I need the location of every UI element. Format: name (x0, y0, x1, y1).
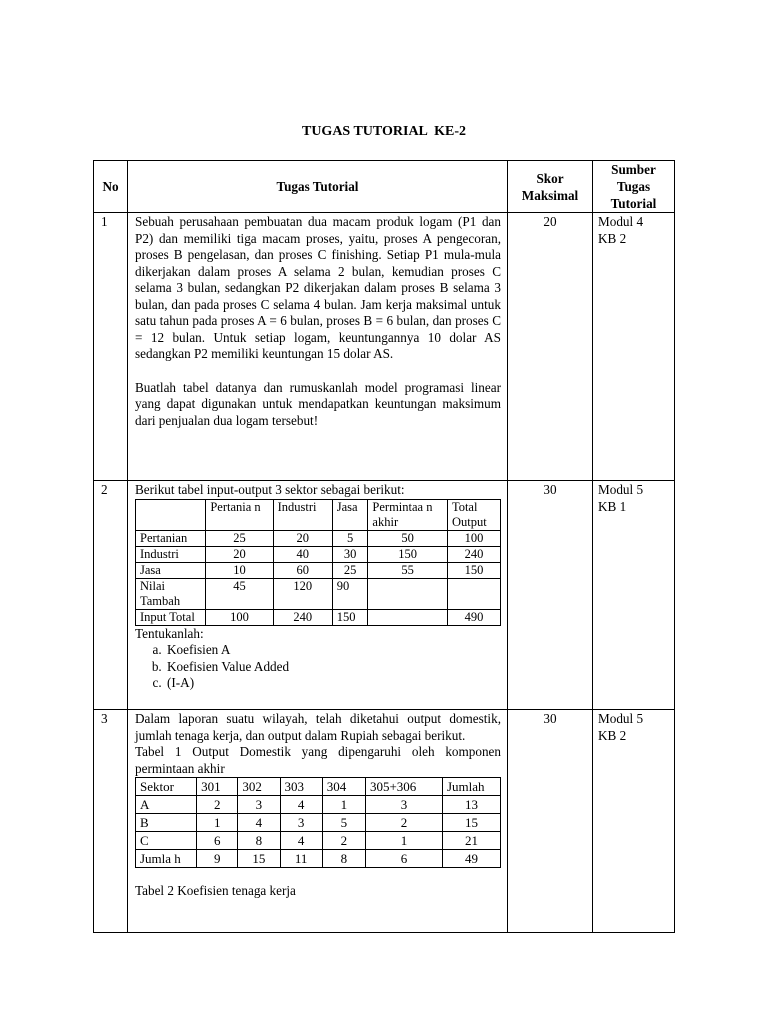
io-header-cell: Permintaa n akhir (368, 499, 448, 530)
io-cell: 20 (206, 546, 273, 562)
output-cell: A (136, 796, 197, 814)
io-cell: 100 (447, 530, 500, 546)
output-cell: 2 (197, 796, 238, 814)
io-cell: 40 (273, 546, 332, 562)
output-header-cell: Sektor (136, 778, 197, 796)
sumber-cell (593, 710, 675, 933)
io-cell: 55 (368, 562, 448, 578)
header-row (94, 161, 675, 213)
sumber-modul: Modul 4 (598, 214, 644, 229)
io-cell: 30 (332, 546, 368, 562)
task-list-item: a. Koefisien A (165, 642, 501, 659)
io-cell: 240 (447, 546, 500, 562)
io-cell: 25 (206, 530, 273, 546)
output-cell: 11 (280, 850, 322, 868)
output-cell: 1 (365, 832, 442, 850)
output-cell: B (136, 814, 197, 832)
task-paragraph: Sebuah perusahaan pembuatan dua macam produk logam (P1 dan P2) dan memiliki tiga macam proses, yaitu, proses A pengecoran, proses B pengelasan, dan proses C finishing. Setiap P1 mula-mula dikerjakan dalam proses A selama 2 bulan, kemudian proses C selama 3 bulan, sedangkan P2 dikerjakan dalam proses B selama 3 bulan, dan pada proses C selama 4 bulan. Jam kerja maksimal untuk satu tahun pada proses A = 6 bulan, proses B = 6 bulan, dan proses C = 12 bulan. Untuk setiap logam, keuntungannya 10 dolar AS sedangkan P2 memiliki keuntungan 15 dolar AS. (135, 214, 501, 361)
output-header-cell: 303 (280, 778, 322, 796)
output-cell: Jumla h (136, 850, 197, 868)
io-cell: 150 (332, 609, 368, 625)
skor-value: 30 (508, 481, 593, 710)
io-cell: 5 (332, 530, 368, 546)
output-header-cell: 301 (197, 778, 238, 796)
output-cell: 15 (442, 814, 500, 832)
io-header-cell (136, 499, 206, 530)
output-header-cell: 305+306 (365, 778, 442, 796)
io-cell: 240 (273, 609, 332, 625)
output-cell: 5 (322, 814, 365, 832)
io-header-cell: Industri (273, 499, 332, 530)
output-cell: 49 (442, 850, 500, 868)
output-cell: 8 (322, 850, 365, 868)
output-row (136, 850, 501, 868)
io-row (136, 530, 501, 546)
io-row (136, 578, 501, 609)
output-header-cell: 302 (238, 778, 280, 796)
io-cell: 60 (273, 562, 332, 578)
output-cell: C (136, 832, 197, 850)
sumber-cell (593, 213, 675, 481)
output-cell: 21 (442, 832, 500, 850)
output-cell: 1 (322, 796, 365, 814)
output-cell: 9 (197, 850, 238, 868)
task-content (128, 710, 508, 933)
task-content (128, 481, 508, 710)
output-cell: 2 (322, 832, 365, 850)
task-intro: Dalam laporan suatu wilayah, telah diketahui output domestik, jumlah tenaga kerja, dan output dalam Rupiah sebagai berikut. (135, 711, 501, 743)
output-cell: 4 (238, 814, 280, 832)
tentukan-label: Tentukanlah: (135, 625, 204, 641)
io-cell: 20 (273, 530, 332, 546)
output-cell: 3 (280, 814, 322, 832)
io-cell: 25 (332, 562, 368, 578)
sumber-kb: KB 2 (598, 727, 627, 743)
io-cell: 150 (447, 562, 500, 578)
io-cell (368, 578, 448, 609)
output-header-cell: 304 (322, 778, 365, 796)
skor-value: 30 (508, 710, 593, 933)
header-skor: Skor Maksimal (508, 161, 593, 213)
output-row (136, 814, 501, 832)
task-content (128, 213, 508, 481)
output-header-cell: Jumlah (442, 778, 500, 796)
output-cell: 3 (365, 796, 442, 814)
io-cell: 45 (206, 578, 273, 609)
io-row (136, 546, 501, 562)
io-cell: 100 (206, 609, 273, 625)
io-row (136, 562, 501, 578)
sumber-cell (593, 481, 675, 710)
output-cell: 8 (238, 832, 280, 850)
io-cell: 150 (368, 546, 448, 562)
io-cell: Jasa (136, 562, 206, 578)
task-list-item: b. Koefisien Value Added (165, 659, 501, 676)
tutorial-table (93, 160, 675, 933)
output-cell: 3 (238, 796, 280, 814)
io-cell: Input Total (136, 609, 206, 625)
io-cell: 50 (368, 530, 448, 546)
io-cell (368, 609, 448, 625)
task-intro: Berikut tabel input-output 3 sektor sebagai berikut: (135, 482, 405, 497)
sumber-kb: KB 1 (598, 498, 627, 514)
io-row (136, 609, 501, 625)
row-number: 2 (94, 481, 128, 710)
task-row-2 (94, 481, 675, 710)
io-cell: 120 (273, 578, 332, 609)
task-list-item: c. (I-A) (165, 675, 501, 692)
sumber-modul: Modul 5 (598, 482, 644, 497)
row-number: 3 (94, 710, 128, 933)
io-cell (447, 578, 500, 609)
output-row (136, 832, 501, 850)
io-cell: 490 (447, 609, 500, 625)
task-paragraph: Buatlah tabel datanya dan rumuskanlah model programasi linear yang dapat digunakan untuk mendapatkan keuntungan maksimum dari penjualan dua logam tersebut! (135, 379, 501, 428)
output-row (136, 796, 501, 814)
sumber-kb: KB 2 (598, 230, 627, 246)
output-cell: 15 (238, 850, 280, 868)
output-cell: 13 (442, 796, 500, 814)
io-cell: 10 (206, 562, 273, 578)
header-sumber: Sumber Tugas Tutorial (593, 161, 675, 213)
io-cell: Nilai Tambah (136, 578, 206, 609)
output-cell: 1 (197, 814, 238, 832)
header-no: No (94, 161, 128, 213)
task-row-3 (94, 710, 675, 933)
output-cell: 4 (280, 796, 322, 814)
io-table (135, 499, 501, 626)
row-number: 1 (94, 213, 128, 481)
task-row-1 (94, 213, 675, 481)
output-cell: 6 (365, 850, 442, 868)
output-cell: 2 (365, 814, 442, 832)
io-header-cell: Pertania n (206, 499, 273, 530)
io-header-row (136, 499, 501, 530)
output-cell: 4 (280, 832, 322, 850)
output-cell: 6 (197, 832, 238, 850)
io-cell: Pertanian (136, 530, 206, 546)
io-header-cell: Total Output (447, 499, 500, 530)
sumber-modul: Modul 5 (598, 711, 644, 726)
table-caption: Tabel 1 Output Domestik yang dipengaruhi oleh komponen permintaan akhir (135, 744, 501, 776)
io-cell: 90 (332, 578, 368, 609)
table-caption: Tabel 2 Koefisien tenaga kerja (135, 883, 296, 898)
output-table (135, 777, 501, 868)
io-cell: Industri (136, 546, 206, 562)
io-header-cell: Jasa (332, 499, 368, 530)
skor-value: 20 (508, 213, 593, 481)
output-header-row (136, 778, 501, 796)
task-list (135, 642, 501, 692)
header-tugas: Tugas Tutorial (128, 161, 508, 213)
document-title: TUGAS TUTORIAL KE-2 (301, 124, 467, 139)
